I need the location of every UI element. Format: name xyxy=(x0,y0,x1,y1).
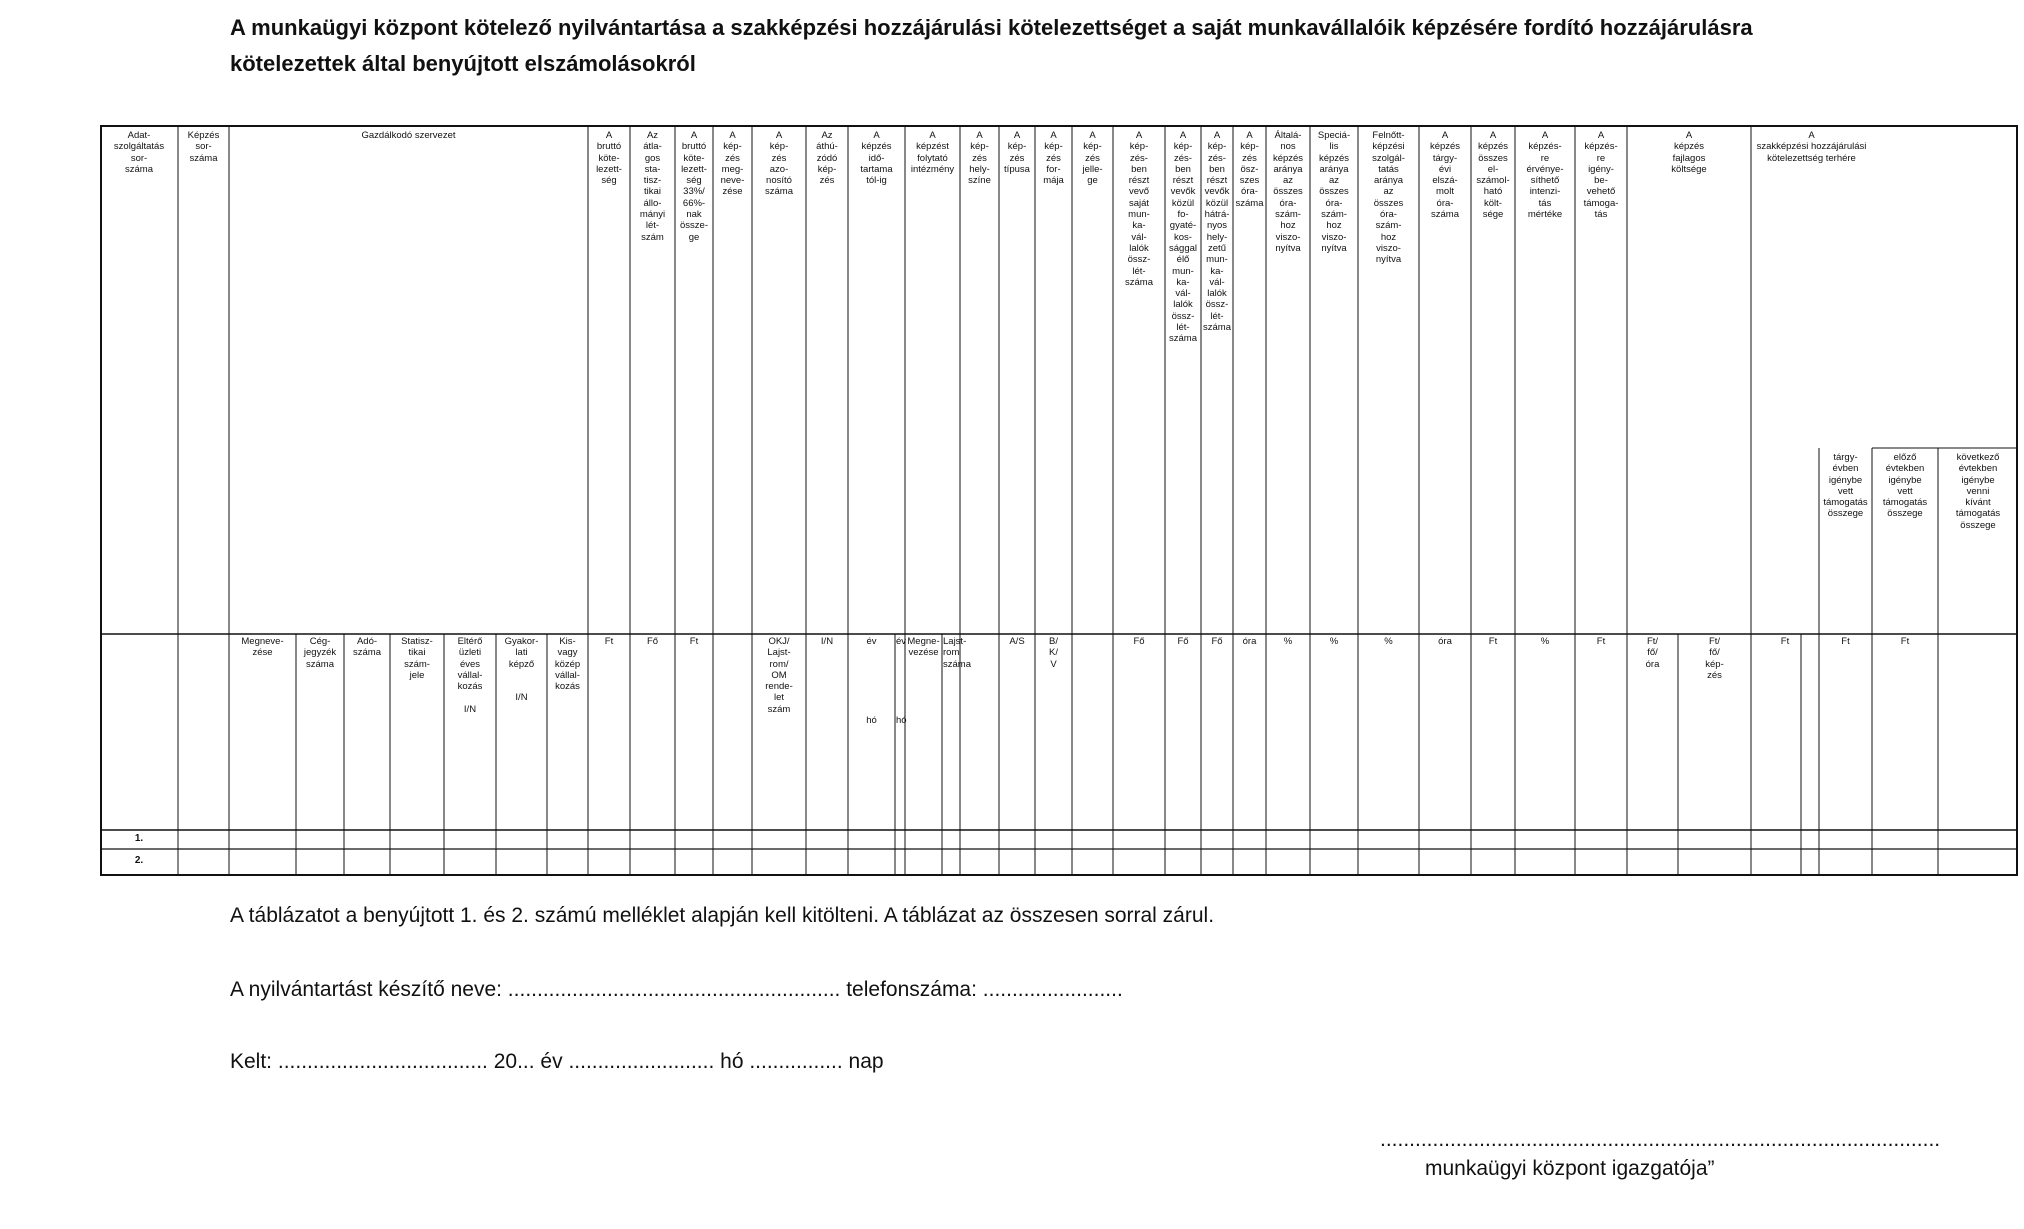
data-cell-row-1[interactable] xyxy=(1751,830,1801,849)
data-cell-row-1[interactable] xyxy=(1201,830,1233,849)
data-cell-row-1[interactable] xyxy=(713,830,752,849)
data-cell-row-1[interactable] xyxy=(752,830,806,849)
data-cell-row-2[interactable] xyxy=(999,849,1035,875)
data-cell-row-2[interactable] xyxy=(1938,849,2018,875)
unit-cell: óra xyxy=(1242,636,1257,647)
data-cell-row-2[interactable] xyxy=(1819,849,1872,875)
data-cell-row-1[interactable] xyxy=(1165,830,1201,849)
data-cell-row-2[interactable] xyxy=(1266,849,1310,875)
unit-cell: óra xyxy=(1438,636,1452,647)
unit-cell: Cég- jegyzék száma xyxy=(303,636,337,670)
unit-cell xyxy=(714,636,751,828)
data-cell-row-2[interactable] xyxy=(752,849,806,875)
data-cell-row-1[interactable] xyxy=(1471,830,1515,849)
support-subheader-cell: tárgy- évben igénybe vett támogatás összege xyxy=(1823,452,1868,520)
unit-cell xyxy=(1073,636,1112,828)
data-cell-row-2[interactable] xyxy=(229,849,296,875)
unit-cell: Fő xyxy=(1211,636,1223,647)
data-cell-row-1[interactable] xyxy=(344,830,390,849)
data-cell-row-1[interactable] xyxy=(1515,830,1575,849)
data-cell-row-2[interactable] xyxy=(1419,849,1471,875)
header-cell: A kép- zés jelle- ge xyxy=(1082,130,1103,187)
unit-cell: % xyxy=(1384,636,1393,647)
data-cell-row-2[interactable] xyxy=(630,849,675,875)
unit-cell: Fő xyxy=(1177,636,1189,647)
data-cell-row-2[interactable] xyxy=(588,849,630,875)
data-cell-row-2[interactable] xyxy=(344,849,390,875)
data-cell-row-2[interactable] xyxy=(496,849,547,875)
data-cell-row-2[interactable] xyxy=(296,849,344,875)
unit-cell: % xyxy=(1540,636,1550,647)
data-cell-row-2[interactable] xyxy=(675,849,713,875)
data-cell-row-1[interactable] xyxy=(496,830,547,849)
header-cell: A bruttó köte- lezett- ség 33%/ 66%- nak össze- ge xyxy=(680,130,708,243)
unit-cell: Fő xyxy=(1133,636,1145,647)
header-cell: Az átla- gos sta- tisz- tikai állo- mányi lét- szám xyxy=(639,130,666,243)
unit-cell xyxy=(179,636,228,828)
unit-cell: % xyxy=(1329,636,1339,647)
data-cell-row-2[interactable] xyxy=(1035,849,1072,875)
data-cell-row-1[interactable] xyxy=(960,830,999,849)
unit-cell: Ft xyxy=(1841,636,1850,647)
data-cell-row-1[interactable] xyxy=(1358,830,1419,849)
data-cell-row-2[interactable] xyxy=(390,849,444,875)
data-cell-row-1[interactable] xyxy=(547,830,588,849)
header-cell: A kép- zés hely- színe xyxy=(968,130,991,187)
unit-cell: OKJ/ Lajst- rom/ OM rende- let szám xyxy=(765,636,793,715)
unit-cell: Statisz- tikai szám- jele xyxy=(401,636,433,681)
data-cell-row-1[interactable] xyxy=(1419,830,1471,849)
data-cell-row-1[interactable] xyxy=(1113,830,1165,849)
title-line-2: kötelezettek által benyújtott elszámolásokról xyxy=(230,51,696,76)
data-cell-row-2[interactable] xyxy=(905,849,942,875)
header-cell: A képzés- re érvénye- síthető intenzi- tás mértéke xyxy=(1526,130,1564,221)
header-cell: A kép- zés- ben részt vevők közül fo- gyaté- kos- sággal élő mun- ka- vál- lalók össz- lét- száma xyxy=(1169,130,1197,345)
signature-label: munkaügyi központ igazgatója” xyxy=(1425,1157,1715,1180)
signature-line[interactable]: ................................................................................................ xyxy=(1380,1128,1941,1151)
data-cell-row-1[interactable] xyxy=(942,830,960,849)
unit-cell: A/S xyxy=(1009,636,1025,647)
data-cell-row-1[interactable] xyxy=(999,830,1035,849)
header-cell: Az áthú- zódó kép- zés xyxy=(816,130,838,187)
fill-instruction-note: A táblázatot a benyújtott 1. és 2. számú melléklet alapján kell kitölteni. A táblázat az összesen sorral zárul. xyxy=(230,904,1215,927)
unit-cell: I/N xyxy=(820,636,834,647)
data-cell-row-1[interactable] xyxy=(675,830,713,849)
unit-cell xyxy=(961,636,998,828)
support-subheader-cell: előző évtekben igénybe vett támogatás összege xyxy=(1882,452,1928,520)
data-cell-row-1[interactable] xyxy=(390,830,444,849)
unit-cell: Ft xyxy=(604,636,614,647)
data-cell-row-1[interactable] xyxy=(1575,830,1627,849)
unit-cell: Ft xyxy=(1596,636,1606,647)
data-cell-row-2[interactable] xyxy=(1751,849,1801,875)
unit-cell: Ft/ fő/ kép- zés xyxy=(1705,636,1724,681)
data-cell-row-2[interactable] xyxy=(1165,849,1201,875)
document-title xyxy=(230,10,1990,82)
data-cell-row-1[interactable] xyxy=(1819,830,1872,849)
data-cell-row-1[interactable] xyxy=(229,830,296,849)
header-cell: A kép- zés for- mája xyxy=(1043,130,1064,187)
data-cell-row-1[interactable] xyxy=(588,830,630,849)
data-cell-row-2[interactable] xyxy=(1678,849,1751,875)
data-cell-row-2[interactable] xyxy=(1872,849,1938,875)
unit-cell: Lajst- rom száma xyxy=(943,636,971,670)
unit-cell: Gyakor- lati képző I/N xyxy=(504,636,539,704)
data-cell-row-2[interactable] xyxy=(960,849,999,875)
data-cell-row-1[interactable] xyxy=(1233,830,1266,849)
data-cell-row-1[interactable] xyxy=(296,830,344,849)
data-cell-row-2[interactable] xyxy=(1072,849,1113,875)
unit-cell: Ft xyxy=(1488,636,1498,647)
data-cell-row-2[interactable] xyxy=(547,849,588,875)
unit-cell: Adó- száma xyxy=(353,636,381,659)
unit-cell: Megne- vezése xyxy=(907,636,940,659)
unit-cell: % xyxy=(1283,636,1293,647)
data-cell-row-1[interactable] xyxy=(178,830,229,849)
row-number-2: 2. xyxy=(134,855,144,866)
data-cell-row-1[interactable] xyxy=(1310,830,1358,849)
data-cell-row-2[interactable] xyxy=(1113,849,1165,875)
unit-cell: év hó xyxy=(866,636,877,727)
header-cell: A kép- zés típusa xyxy=(1004,130,1030,175)
date-line[interactable]: Kelt: .................................... 20... év ......................... hó ................ nap xyxy=(230,1050,884,1073)
data-cell-row-1[interactable] xyxy=(630,830,675,849)
header-cell: A képzést folytató intézmény xyxy=(910,130,955,175)
data-cell-row-1[interactable] xyxy=(1872,830,1938,849)
header-cell: A képzés tárgy- évi elszá- molt óra- száma xyxy=(1429,130,1461,221)
unit-cell: Ft xyxy=(689,636,699,647)
unit-cell: Ft xyxy=(1900,636,1910,647)
data-cell-row-1[interactable] xyxy=(1266,830,1310,849)
data-cell-row-2[interactable] xyxy=(806,849,848,875)
data-cell-row-2[interactable] xyxy=(1471,849,1515,875)
data-cell-row-2[interactable] xyxy=(1358,849,1419,875)
data-cell-row-2[interactable] xyxy=(848,849,895,875)
unit-cell: B/ K/ V xyxy=(1049,636,1058,670)
data-cell-row-1[interactable] xyxy=(1035,830,1072,849)
header-cell: A képzés összes el- számol- ható költ- sége xyxy=(1476,130,1510,221)
unit-cell: Fő xyxy=(646,636,659,647)
data-cell-row-2[interactable] xyxy=(444,849,496,875)
data-cell-row-1[interactable] xyxy=(1678,830,1751,849)
header-cell: Felnőtt- képzési szolgál- tatás aránya az összes óra- szám- hoz viszo- nyítva xyxy=(1372,130,1405,266)
header-cell: Speciá- lis képzés aránya az összes óra- szám- hoz viszo- nyítva xyxy=(1317,130,1351,254)
header-cell: Gazdálkodó szervezet xyxy=(361,130,456,141)
support-subheader-cell: következő évtekben igénybe venni kívánt támogatás összege xyxy=(1955,452,2001,531)
unit-cell: Ft xyxy=(1780,636,1790,647)
data-cell-row-2[interactable] xyxy=(1515,849,1575,875)
data-cell-row-1[interactable] xyxy=(1938,830,2018,849)
data-cell-row-1[interactable] xyxy=(905,830,942,849)
data-cell-row-1[interactable] xyxy=(444,830,496,849)
data-cell-row-2[interactable] xyxy=(1310,849,1358,875)
preparer-name-line[interactable]: A nyilvántartást készítő neve: ......................................................... telefonszáma: ........................ xyxy=(230,978,1123,1001)
data-cell-row-2[interactable] xyxy=(713,849,752,875)
header-cell: A szakképzési hozzájárulási kötelezettség terhére xyxy=(1756,130,1867,164)
data-cell-row-1[interactable] xyxy=(806,830,848,849)
header-cell: A képzés- re igény- be- vehető támoga- tás xyxy=(1583,130,1619,221)
data-cell-row-2[interactable] xyxy=(178,849,229,875)
header-cell: A kép- zés meg- neve- zése xyxy=(720,130,745,198)
unit-cell: Eltérő üzleti éves vállal- kozás I/N xyxy=(457,636,483,715)
header-cell: A bruttó köte- lezett- ség xyxy=(596,130,622,187)
header-cell: A kép- zés- ben részt vevő saját mun- ka- vál- lalók össz- lét- száma xyxy=(1125,130,1153,288)
data-cell-row-1[interactable] xyxy=(1627,830,1678,849)
header-cell: A kép- zés- ben részt vevők közül hátrá- nyos hely- zetű mun- ka- vál- lalók össz- lét- száma xyxy=(1203,130,1231,334)
data-cell-row-2[interactable] xyxy=(1801,849,1819,875)
data-cell-row-1[interactable] xyxy=(1072,830,1113,849)
title-line-1: A munkaügyi központ kötelező nyilvántartása a szakképzési hozzájárulási kötelezettséget a saját munkavállalóik képzésére fordító hozzájárulásra xyxy=(230,15,1753,40)
header-cell: A képzés idő- tartama tól-ig xyxy=(860,130,893,187)
data-cell-row-1[interactable] xyxy=(1801,830,1819,849)
header-cell: A kép- zés azo- nosító száma xyxy=(765,130,793,198)
header-cell: A kép- zés ösz- szes óra- száma xyxy=(1235,130,1264,209)
data-cell-row-1[interactable] xyxy=(895,830,905,849)
data-cell-row-2[interactable] xyxy=(1575,849,1627,875)
data-cell-row-2[interactable] xyxy=(895,849,905,875)
data-cell-row-2[interactable] xyxy=(1201,849,1233,875)
registry-table xyxy=(100,126,2018,875)
data-cell-row-2[interactable] xyxy=(942,849,960,875)
data-cell-row-2[interactable] xyxy=(1627,849,1678,875)
unit-cell: Ft/ fő/ óra xyxy=(1645,636,1660,670)
header-cell: A képzés fajlagos költsége xyxy=(1671,130,1707,175)
header-cell: Képzés sor- száma xyxy=(187,130,220,164)
row-number-1: 1. xyxy=(134,832,144,844)
unit-cell: Megneve- zése xyxy=(241,636,284,659)
unit-cell: Kis- vagy közép vállal- kozás xyxy=(554,636,581,693)
header-cell: Általá- nos képzés aránya az összes óra- szám- hoz viszo- nyítva xyxy=(1272,130,1304,254)
unit-cell xyxy=(101,636,177,828)
unit-cell: év hó xyxy=(896,636,907,727)
data-cell-row-2[interactable] xyxy=(1233,849,1266,875)
data-cell-row-1[interactable] xyxy=(848,830,895,849)
header-cell: Adat- szolgáltatás sor- száma xyxy=(113,130,165,175)
